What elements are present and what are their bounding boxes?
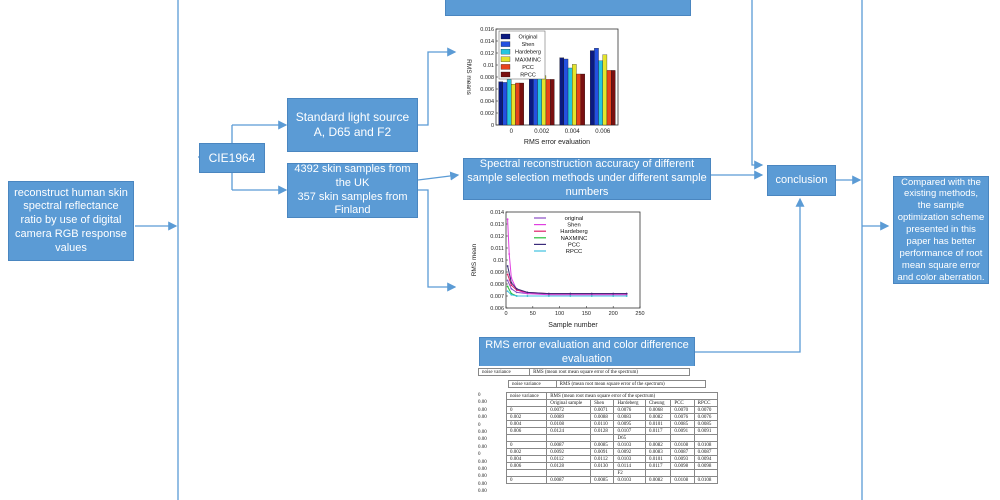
table-row bbox=[507, 463, 718, 470]
bar-y-tick-label: 0.008 bbox=[480, 75, 494, 81]
table-cell: 0.0087 bbox=[694, 449, 717, 456]
table-side-label: 0.00 bbox=[478, 444, 487, 450]
line-legend-entry: RPCC bbox=[565, 249, 583, 255]
table-cell: 0 bbox=[507, 407, 547, 414]
bar-x-tick-label: 0.006 bbox=[595, 129, 611, 135]
line-legend-entry: Hardeberg bbox=[560, 229, 588, 236]
line-chart bbox=[456, 208, 656, 330]
line-point-pcc bbox=[548, 293, 550, 295]
table-cell: 0.0108 bbox=[671, 477, 694, 484]
line-point-rpcc bbox=[516, 295, 518, 297]
table-cell: 0.0082 bbox=[645, 414, 670, 421]
line-y-tick-label: 0.012 bbox=[490, 234, 504, 240]
table-cell: 0.0092 bbox=[614, 449, 646, 456]
bar-hardeberg-3 bbox=[599, 61, 603, 125]
table-row bbox=[507, 449, 718, 456]
bar-x-tick-label: 0 bbox=[509, 129, 513, 135]
table-column-header: Shen bbox=[591, 400, 614, 407]
line-point-rpcc bbox=[548, 295, 550, 297]
bar-y-tick-label: 0.002 bbox=[480, 111, 494, 117]
bar-maxminc-1 bbox=[542, 76, 546, 125]
line-point-rpcc bbox=[507, 290, 509, 292]
bar-y-tick-label: 0.006 bbox=[480, 87, 494, 93]
table-cell bbox=[694, 470, 717, 477]
bar-original-2 bbox=[560, 58, 564, 125]
table-cell: 0.006 bbox=[507, 428, 547, 435]
line-point-pcc bbox=[527, 292, 529, 294]
bar-hardeberg-0 bbox=[507, 79, 511, 125]
table-row bbox=[507, 435, 718, 442]
line-x-tick-label: 0 bbox=[504, 311, 508, 317]
table-row bbox=[507, 428, 718, 435]
table-cell: 0.0076 bbox=[614, 407, 646, 414]
table-side-label: 0.00 bbox=[478, 481, 487, 487]
conclusion-label: conclusion bbox=[775, 173, 828, 186]
table-cell: 0.0091 bbox=[694, 428, 717, 435]
table-side-label: 0 bbox=[478, 452, 481, 458]
table-cell: 0.0108 bbox=[694, 442, 717, 449]
line-point-original bbox=[510, 288, 512, 290]
table-cell: F2 bbox=[614, 470, 646, 477]
rms-eval-label: RMS error evaluation and color difference evaluation bbox=[485, 338, 689, 365]
table-cell bbox=[547, 470, 591, 477]
light-source-label: Standard light source A, D65 and F2 bbox=[295, 110, 410, 139]
table-cell: 0.0085 bbox=[591, 442, 614, 449]
table-cell: 0.0098 bbox=[671, 463, 694, 470]
table-cell: 0.0103 bbox=[614, 456, 646, 463]
table-cell bbox=[507, 435, 547, 442]
table-layer-mid bbox=[508, 380, 706, 388]
table-side-label: 0.00 bbox=[478, 489, 487, 495]
table-row bbox=[507, 407, 718, 414]
line-y-tick-label: 0.007 bbox=[490, 294, 504, 300]
table-header-cell: noise variance bbox=[509, 381, 557, 388]
table-cell: 0.006 bbox=[507, 463, 547, 470]
table-cell: 0.0117 bbox=[645, 428, 670, 435]
result-box bbox=[893, 176, 989, 284]
bar-legend-swatch bbox=[501, 49, 510, 54]
table-cell bbox=[671, 470, 694, 477]
table-header-cell: noise variance bbox=[479, 369, 530, 376]
table-side-label: 0.00 bbox=[478, 437, 487, 443]
line-point-pcc bbox=[516, 288, 518, 290]
bar-y-axis-label: RMS means bbox=[465, 59, 472, 95]
table-layer-back bbox=[478, 368, 690, 376]
line-y-tick-label: 0.006 bbox=[490, 306, 504, 312]
bar-original-0 bbox=[499, 82, 503, 125]
table-cell: 0.0076 bbox=[671, 414, 694, 421]
line-series-hardeberg bbox=[508, 274, 627, 293]
table-cell: 0.0072 bbox=[547, 407, 591, 414]
bar-maxminc-3 bbox=[603, 55, 607, 125]
bar-x-tick-label: 0.004 bbox=[564, 129, 580, 135]
line-y-tick-label: 0.013 bbox=[490, 222, 504, 228]
table-header-cell: RMS (mean root mean square error of the spectrum) bbox=[530, 369, 690, 376]
bar-original-3 bbox=[590, 51, 594, 125]
table-cell: 0.0103 bbox=[614, 477, 646, 484]
table-cell: 0.0101 bbox=[645, 421, 670, 428]
table-cell: 0.0071 bbox=[591, 407, 614, 414]
table-cell: 0.0070 bbox=[694, 407, 717, 414]
table-cell: 0.0085 bbox=[671, 421, 694, 428]
bar-legend-entry: PCC bbox=[522, 64, 534, 71]
rms-eval-box bbox=[479, 337, 695, 368]
table-cell: 0.0108 bbox=[671, 442, 694, 449]
line-y-tick-label: 0.008 bbox=[490, 282, 504, 288]
line-point-original bbox=[507, 280, 509, 282]
line-legend-entry: PCC bbox=[567, 242, 581, 249]
table-row bbox=[507, 421, 718, 428]
table-cell: 0.0070 bbox=[671, 407, 694, 414]
table-column-header: PCC bbox=[671, 400, 694, 407]
line-legend-entry: original bbox=[564, 216, 584, 222]
bar-x-tick-label: 0.002 bbox=[534, 129, 550, 135]
line-y-tick-label: 0.011 bbox=[490, 246, 504, 252]
table-cell: 0.0114 bbox=[614, 463, 646, 470]
table-cell: 0.0128 bbox=[591, 428, 614, 435]
table-cell bbox=[547, 435, 591, 442]
skin-samples-label: 4392 skin samples from the UK 357 skin samples from Finland bbox=[294, 163, 411, 217]
table-row bbox=[507, 477, 718, 484]
table-cell: 0.0091 bbox=[671, 428, 694, 435]
line-point-rpcc bbox=[569, 295, 571, 297]
line-y-axis-label: RMS mean bbox=[471, 243, 478, 277]
line-y-tick-label: 0.01 bbox=[493, 258, 504, 264]
table-cell: 0.0095 bbox=[614, 421, 646, 428]
table-cell bbox=[671, 435, 694, 442]
bar-y-tick-label: 0 bbox=[490, 123, 494, 129]
bar-hardeberg-2 bbox=[568, 68, 572, 125]
table-row bbox=[507, 442, 718, 449]
table-cell: 0.0110 bbox=[591, 421, 614, 428]
table-cell: 0 bbox=[507, 442, 547, 449]
bar-legend-entry: MAXMINC bbox=[515, 57, 541, 64]
table-column-header: Cheung bbox=[645, 400, 670, 407]
table-cell bbox=[645, 470, 670, 477]
line-point-pcc bbox=[626, 293, 628, 295]
top-method-box bbox=[445, 0, 691, 16]
line-point-original bbox=[516, 292, 518, 294]
table-cell: 0.0093 bbox=[671, 456, 694, 463]
bar-hardeberg-1 bbox=[538, 75, 542, 125]
line-series-pcc bbox=[508, 266, 627, 294]
line-point-hardeberg bbox=[507, 274, 509, 276]
table-side-label: 0.00 bbox=[478, 459, 487, 465]
bar-shen-0 bbox=[503, 82, 507, 125]
bar-legend-swatch bbox=[501, 57, 510, 62]
table-cell: 0.0108 bbox=[547, 421, 591, 428]
line-x-tick-label: 250 bbox=[635, 311, 645, 317]
table-cell: 0.0098 bbox=[694, 463, 717, 470]
table-cell bbox=[645, 435, 670, 442]
skin-samples-box bbox=[287, 163, 418, 218]
bar-y-tick-label: 0.01 bbox=[483, 63, 494, 69]
bar-y-tick-label: 0.014 bbox=[480, 39, 494, 45]
table-cell: 0.0112 bbox=[591, 456, 614, 463]
line-point-pcc bbox=[569, 293, 571, 295]
table-side-label: 0.00 bbox=[478, 407, 487, 413]
cie1964-label: CIE1964 bbox=[208, 150, 256, 165]
line-x-tick-label: 100 bbox=[555, 311, 565, 317]
bar-y-tick-label: 0.004 bbox=[480, 99, 494, 105]
line-point-pcc bbox=[612, 293, 614, 295]
line-point-rpcc bbox=[510, 294, 512, 296]
bar-y-tick-label: 0.012 bbox=[480, 51, 494, 57]
table-cell: 0.0094 bbox=[694, 456, 717, 463]
table-cell: 0.0091 bbox=[591, 449, 614, 456]
bar-chart bbox=[458, 25, 628, 151]
table-cell bbox=[507, 470, 547, 477]
bar-legend-swatch bbox=[501, 64, 510, 69]
goal-label: reconstruct human skin spectral reflectance ratio by use of digital camera RGB response values bbox=[14, 186, 128, 254]
table-side-label: 0 bbox=[478, 393, 481, 398]
conclusion-box bbox=[767, 165, 836, 196]
bar-pcc-0 bbox=[515, 83, 519, 125]
line-point-naxminc bbox=[507, 286, 509, 288]
bar-legend-entry: RPCC bbox=[520, 72, 536, 79]
bar-legend-swatch bbox=[501, 34, 510, 39]
bar-x-axis-label: RMS error evaluation bbox=[523, 139, 591, 146]
table-header-cell: RMS (mean root mean square error of the spectrum) bbox=[556, 381, 705, 388]
table-side-label: 0.00 bbox=[478, 400, 487, 406]
line-x-tick-label: 50 bbox=[529, 311, 536, 317]
cie1964-box bbox=[199, 143, 265, 173]
table-cell bbox=[591, 470, 614, 477]
table-cell bbox=[591, 435, 614, 442]
table-cell: 0.0087 bbox=[547, 442, 591, 449]
bar-maxminc-0 bbox=[511, 84, 515, 125]
table-cell: 0.0107 bbox=[614, 428, 646, 435]
bar-legend-entry: Hardeberg bbox=[515, 49, 541, 56]
table-side-label: 0.00 bbox=[478, 430, 487, 436]
bar-legend-entry: Shen bbox=[521, 42, 535, 49]
line-point-pcc bbox=[507, 265, 509, 267]
bar-rpcc-0 bbox=[520, 83, 524, 125]
line-point-rpcc bbox=[612, 295, 614, 297]
line-point-pcc bbox=[591, 293, 593, 295]
table-cell: 0.004 bbox=[507, 456, 547, 463]
light-source-box bbox=[287, 98, 418, 152]
line-point-shen bbox=[508, 253, 510, 255]
table-cell: 0.0076 bbox=[694, 414, 717, 421]
table-column-header: Hardeberg bbox=[614, 400, 646, 407]
line-point-pcc bbox=[510, 282, 512, 284]
table-cell: 0.0112 bbox=[547, 456, 591, 463]
bar-shen-2 bbox=[564, 59, 568, 125]
table-column-header: RPCC bbox=[694, 400, 717, 407]
line-legend-entry: NAXMINC bbox=[560, 235, 588, 242]
bar-rpcc-2 bbox=[581, 74, 585, 125]
table-cell: 0.0087 bbox=[671, 449, 694, 456]
table-side-labels bbox=[478, 392, 504, 496]
table-header-cell: noise variance bbox=[507, 393, 547, 400]
table-column-header bbox=[507, 400, 547, 407]
bar-pcc-1 bbox=[546, 79, 550, 125]
table-layer-front bbox=[506, 392, 718, 484]
line-y-tick-label: 0.014 bbox=[490, 210, 504, 216]
bar-rpcc-1 bbox=[550, 79, 554, 125]
bar-legend-entry: Original bbox=[518, 34, 538, 41]
table-cell: 0.0082 bbox=[645, 442, 670, 449]
table-cell: 0.0068 bbox=[645, 407, 670, 414]
table-header-cell: RMS (mean root mean square error of the spectrum) bbox=[547, 393, 718, 400]
line-point-rpcc bbox=[591, 295, 593, 297]
line-x-axis-label: Sample number bbox=[548, 322, 598, 329]
goal-box bbox=[8, 181, 134, 261]
line-point-hardeberg bbox=[510, 284, 512, 286]
table-cell: 0.0085 bbox=[694, 421, 717, 428]
table-cell: 0.0108 bbox=[694, 477, 717, 484]
table-cell: D65 bbox=[614, 435, 646, 442]
bar-shen-3 bbox=[594, 48, 598, 125]
table-cell: 0.004 bbox=[507, 421, 547, 428]
bar-legend-swatch bbox=[501, 72, 510, 77]
table-side-label: 0.00 bbox=[478, 474, 487, 480]
table-cell: 0.0087 bbox=[547, 477, 591, 484]
table-cell: 0.0082 bbox=[645, 477, 670, 484]
table-cell: 0.0085 bbox=[591, 477, 614, 484]
table-cell bbox=[694, 435, 717, 442]
bar-original-1 bbox=[529, 72, 533, 125]
bar-pcc-3 bbox=[607, 70, 611, 125]
table-cell: 0.0103 bbox=[614, 442, 646, 449]
line-x-tick-label: 150 bbox=[581, 311, 591, 317]
line-x-tick-label: 200 bbox=[608, 311, 618, 317]
results-table-figure bbox=[478, 366, 718, 500]
table-cell: 0.0083 bbox=[645, 449, 670, 456]
table-side-label: 0 bbox=[478, 422, 481, 428]
line-point-rpcc bbox=[626, 295, 628, 297]
table-cell: 0.0130 bbox=[591, 463, 614, 470]
table-cell: 0 bbox=[507, 477, 547, 484]
line-point-rpcc bbox=[527, 295, 529, 297]
accuracy-label: Spectral reconstruction accuracy of different sample selection methods under different sample numbers bbox=[467, 158, 707, 198]
accuracy-box bbox=[463, 158, 711, 200]
table-row bbox=[507, 470, 718, 477]
table-cell: 0.0088 bbox=[591, 414, 614, 421]
line-legend-entry: Shen bbox=[567, 222, 581, 229]
bar-legend-swatch bbox=[501, 42, 510, 47]
table-cell: 0.0089 bbox=[547, 414, 591, 421]
table-cell: 0.0092 bbox=[547, 449, 591, 456]
table-cell: 0.0083 bbox=[614, 414, 646, 421]
table-cell: 0.002 bbox=[507, 414, 547, 421]
bar-shen-1 bbox=[533, 72, 537, 125]
bar-rpcc-3 bbox=[611, 70, 615, 125]
table-column-header: Original sample bbox=[547, 400, 591, 407]
bar-maxminc-2 bbox=[572, 64, 576, 125]
table-side-label: 0.00 bbox=[478, 415, 487, 421]
line-point-shen bbox=[507, 218, 509, 220]
table-cell: 0.0128 bbox=[547, 463, 591, 470]
bar-y-tick-label: 0.016 bbox=[480, 27, 494, 33]
result-label: Compared with the existing methods, the sample optimization scheme presented in this paper has better performance of root mean square error and color aberration. bbox=[897, 176, 985, 283]
table-row bbox=[507, 456, 718, 463]
table-cell: 0.002 bbox=[507, 449, 547, 456]
table-row bbox=[507, 414, 718, 421]
line-y-tick-label: 0.009 bbox=[490, 270, 504, 276]
table-cell: 0.0117 bbox=[645, 463, 670, 470]
table-cell: 0.0124 bbox=[547, 428, 591, 435]
table-side-label: 0.00 bbox=[478, 467, 487, 473]
table-cell: 0.0101 bbox=[645, 456, 670, 463]
bar-pcc-2 bbox=[576, 74, 580, 125]
